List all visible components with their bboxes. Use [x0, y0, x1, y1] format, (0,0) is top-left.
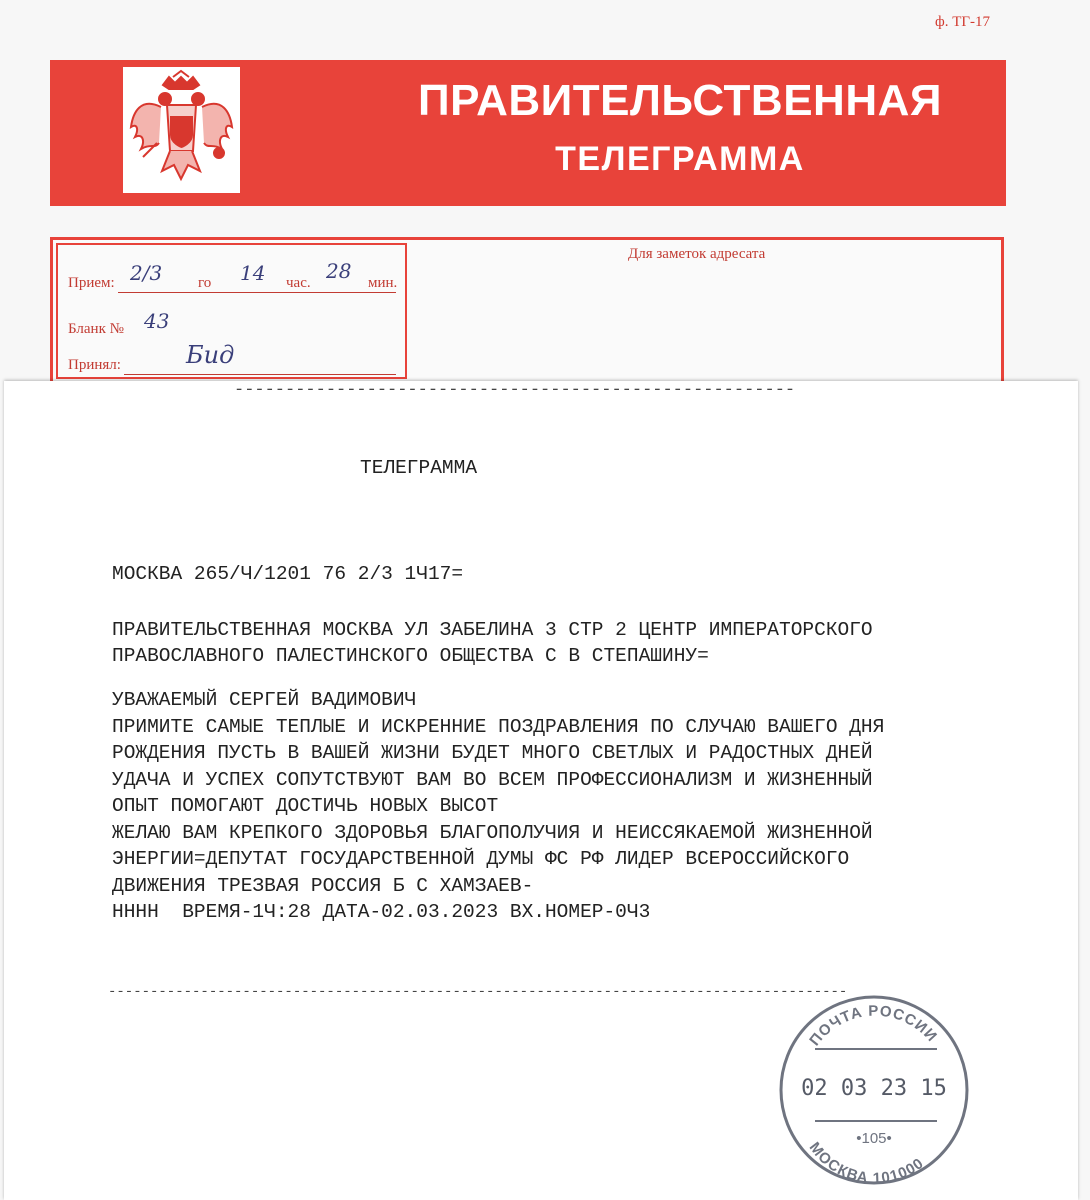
- service-panel: [50, 237, 1004, 385]
- document-title: ПРАВИТЕЛЬСТВЕННАЯ: [417, 76, 943, 125]
- notes-label: Для заметок адресата: [628, 246, 766, 262]
- telegram-heading: ТЕЛЕГРАММА: [360, 457, 478, 479]
- address-block: [112, 617, 873, 669]
- postmark-date: 02 03 23 15: [801, 1076, 947, 1101]
- postmark-stamp: [777, 993, 971, 1187]
- minute-label: мин.: [368, 275, 398, 291]
- bottom-dash-rule: ----------------------------------------------------------------------------------------: [108, 984, 848, 1000]
- postmark-office-number: •105•: [856, 1130, 892, 1147]
- body-line: ЭНЕРГИИ=ДЕПУТАТ ГОСУДАРСТВЕННОЙ ДУМЫ ФС РФ ЛИДЕР ВСЕРОССИЙСКОГО: [112, 848, 850, 870]
- message-body: [112, 687, 884, 926]
- received-label: Прием:: [68, 275, 115, 291]
- body-line: ПРИМИТЕ САМЫЕ ТЕПЛЫЕ И ИСКРЕННИЕ ПОЗДРАВЛЕНИЯ ПО СЛУЧАЮ ВАШЕГО ДНЯ: [112, 715, 885, 738]
- body-line: РОЖДЕНИЯ ПУСТЬ В ВАШЕЙ ЖИЗНИ БУДЕТ МНОГО СВЕТЛЫХ И РАДОСТНЫХ ДНЕЙ: [112, 742, 873, 764]
- document-subtitle: ТЕЛЕГРАММА: [555, 140, 805, 178]
- accepted-line: [124, 373, 396, 375]
- body-line: УДАЧА И УСПЕХ СОПУТСТВУЮТ ВАМ ВО ВСЕМ ПРОФЕССИОНАЛИЗМ И ЖИЗНЕННЫЙ: [112, 768, 873, 791]
- address-line: ПРАВОСЛАВНОГО ПАЛЕСТИНСКОГО ОБЩЕСТВА С В СТЕПАШИНУ=: [112, 645, 709, 667]
- top-dash-rule: -------------------------------------------------------: [234, 381, 796, 400]
- blank-label: Бланк №: [68, 321, 124, 337]
- go-label: го: [198, 275, 212, 291]
- coat-of-arms-icon: [123, 67, 240, 193]
- body-line: ЖЕЛАЮ ВАМ КРЕПКОГО ЗДОРОВЬЯ БЛАГОПОЛУЧИЯ И НЕИССЯКАЕМОЙ ЖИЗНЕННОЙ: [112, 821, 873, 844]
- accepted-label: Принял:: [68, 357, 121, 373]
- header-banner: [50, 60, 1006, 206]
- postmark-bottom-text: МОСКВА 101000: [805, 1139, 928, 1187]
- body-line: ОПЫТ ПОМОГАЮТ ДОСТИЧЬ НОВЫХ ВЫСОТ: [112, 795, 499, 817]
- form-code: ф. ТГ-17: [935, 14, 991, 30]
- blank-value: 43: [144, 309, 170, 333]
- postmark-top-text: ПОЧТА РОССИИ: [806, 1002, 941, 1050]
- body-line: УВАЖАЕМЫЙ СЕРГЕЙ ВАДИМОВИЧ: [112, 689, 417, 711]
- reception-block: [56, 243, 407, 379]
- accepted-signature: Бид: [186, 341, 235, 369]
- received-day-value: 2/3: [130, 261, 163, 285]
- body-line: ДВИЖЕНИЯ ТРЕЗВАЯ РОССИЯ Б С ХАМЗАЕВ-: [112, 874, 534, 897]
- hour-value: 14: [240, 261, 266, 285]
- hour-label: час.: [286, 275, 311, 291]
- minute-value: 28: [326, 259, 352, 283]
- address-line: ПРАВИТЕЛЬСТВЕННАЯ МОСКВА УЛ ЗАБЕЛИНА 3 СТР 2 ЦЕНТР ИМПЕРАТОРСКОГО: [112, 619, 873, 641]
- service-footer-line: НННН ВРЕМЯ-1Ч:28 ДАТА-02.03.2023 ВХ.НОМЕР-0Ч3: [112, 901, 651, 923]
- received-line: [118, 291, 396, 293]
- origin-line: МОСКВА 265/Ч/1201 76 2/3 1Ч17=: [112, 563, 464, 585]
